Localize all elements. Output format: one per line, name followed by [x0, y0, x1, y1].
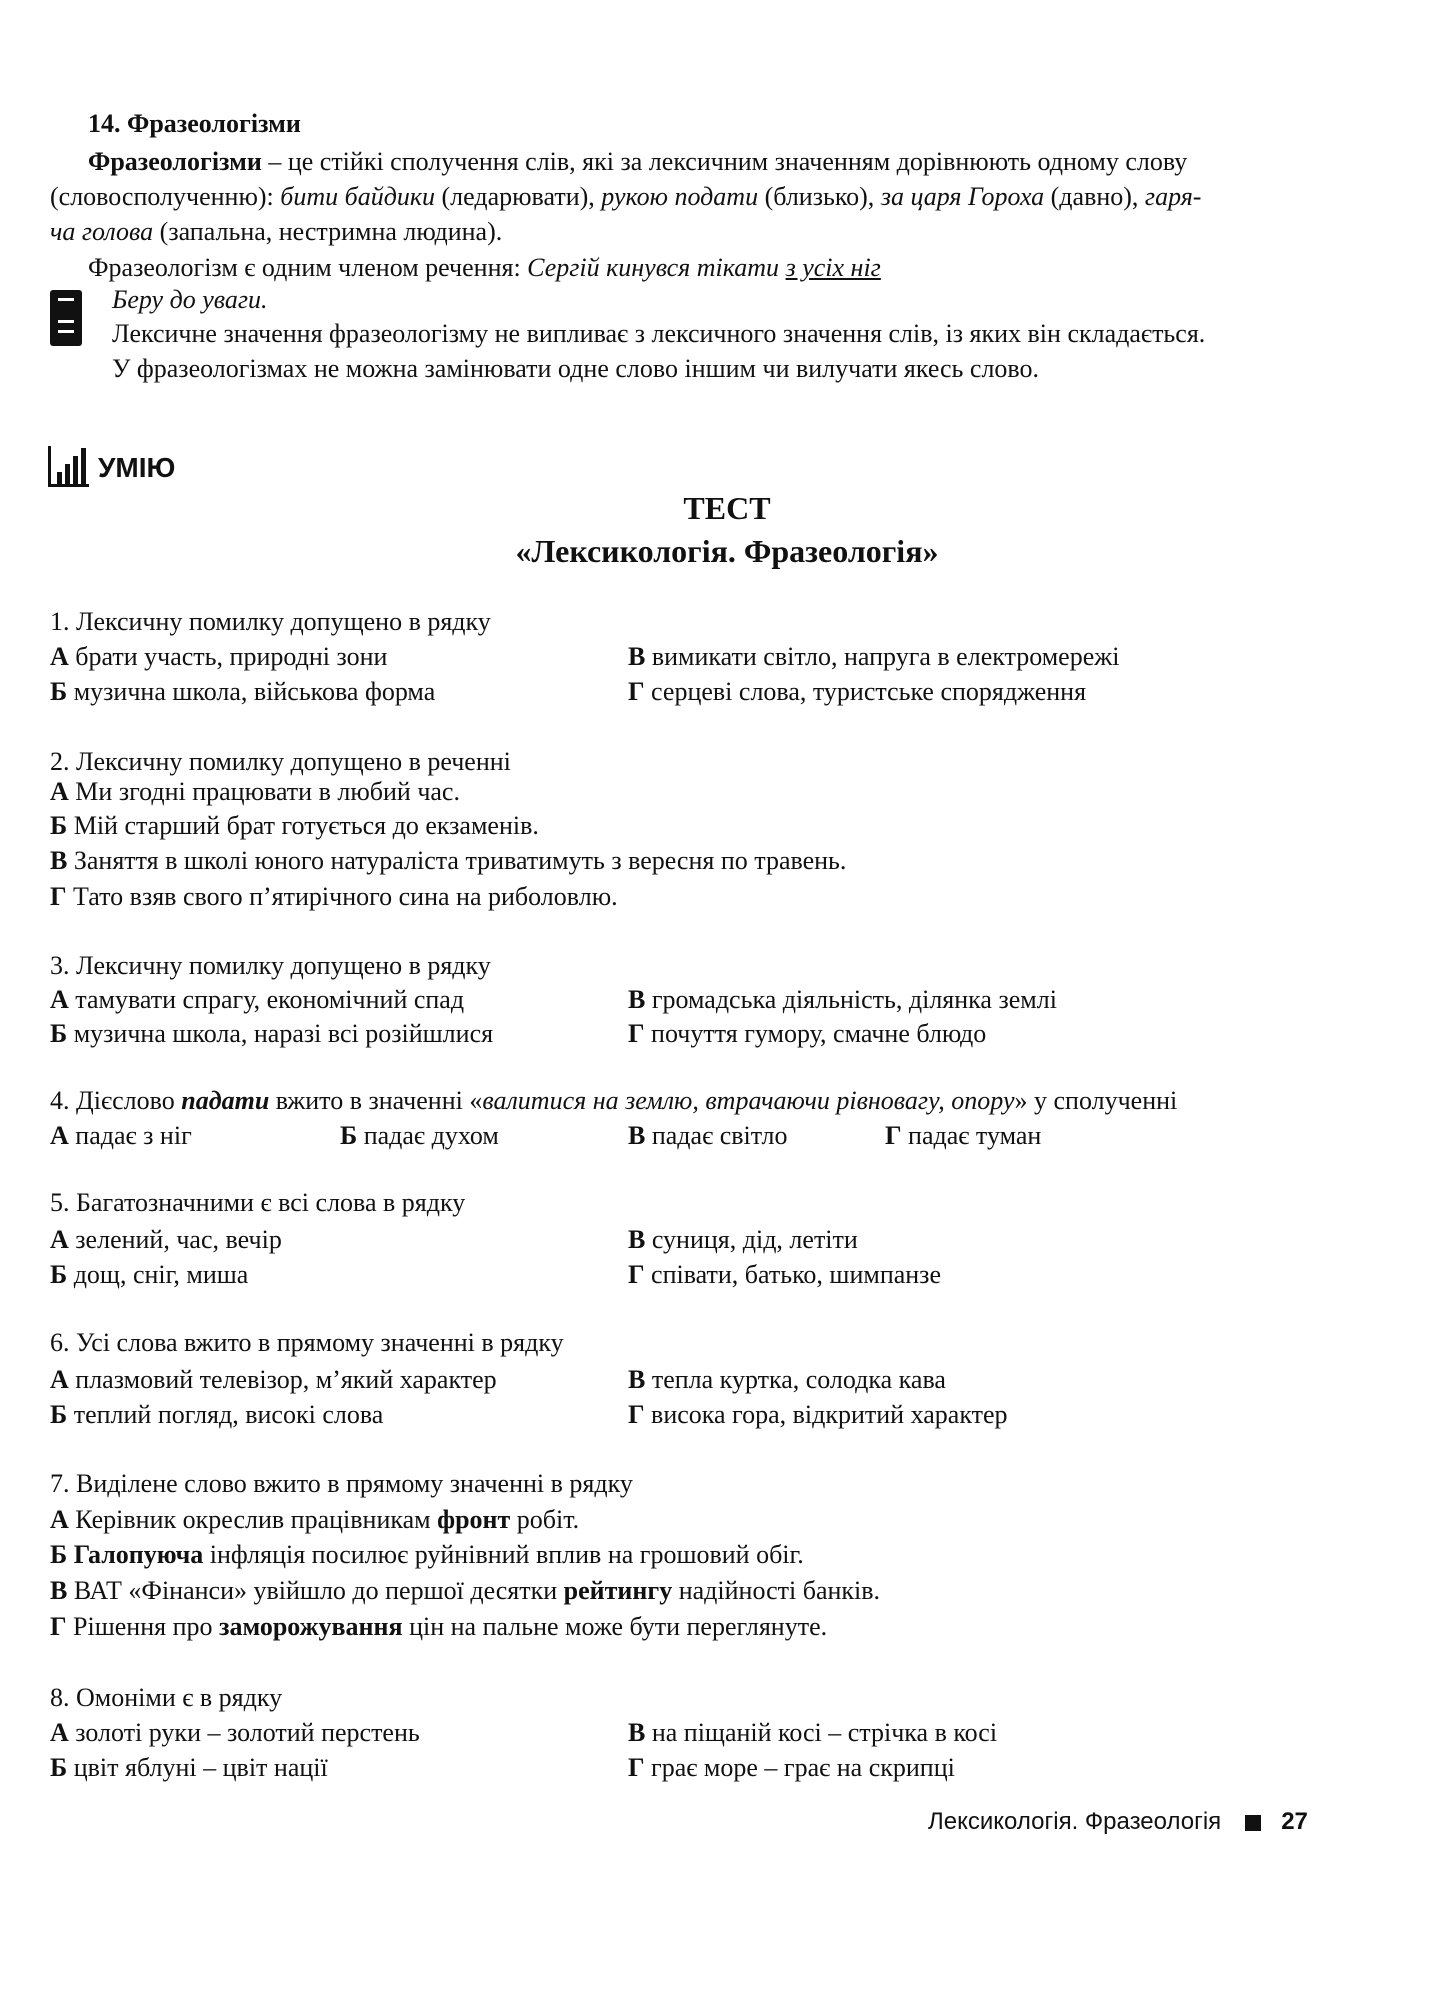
text: В	[628, 642, 646, 671]
text: В	[628, 985, 646, 1014]
text: почуття гумору, смачне блюдо	[651, 1019, 987, 1048]
option-g[interactable]	[50, 1611, 827, 1643]
square-bullet-icon	[1245, 1815, 1261, 1831]
example: Сергій кинувся тікати	[527, 253, 786, 282]
text: Г	[628, 1260, 645, 1289]
text: вимикати світло, напруга в електромережі	[651, 642, 1120, 671]
text: фронт	[437, 1505, 511, 1534]
running-title: Лексикологія. Фразеологія	[928, 1808, 1222, 1835]
test-title: ТЕСТ	[683, 490, 771, 526]
question-7: 7. Виділене слово вжито в прямому значенні в рядку	[50, 1469, 633, 1498]
text: падає світло	[651, 1121, 788, 1150]
text: Г	[628, 1019, 645, 1048]
text: (запальна, нестримна людина).	[153, 217, 503, 246]
text: Г	[628, 1753, 645, 1782]
text: падає туман	[908, 1121, 1042, 1150]
text: А	[50, 1718, 69, 1747]
page-number: 27	[1281, 1808, 1308, 1835]
text: Г	[50, 1612, 67, 1641]
text: цін на пальне може бути переглянуте.	[402, 1612, 828, 1641]
question-4	[50, 1085, 1177, 1117]
text: висока гора, відкритий характер	[651, 1400, 1008, 1429]
option-v[interactable]	[628, 1224, 858, 1256]
text: А	[50, 1505, 69, 1534]
option-a[interactable]	[50, 1120, 192, 1152]
text: музична школа, наразі всі розійшлися	[73, 1019, 494, 1048]
option-b[interactable]	[50, 1018, 493, 1050]
example-underlined: з усіх ніг	[785, 253, 881, 282]
option-g[interactable]	[628, 1259, 941, 1291]
text: 4. Дієслово	[50, 1086, 182, 1115]
text: Фразеологізм є одним членом речення:	[88, 253, 528, 282]
text: дощ, сніг, миша	[73, 1260, 249, 1289]
note-title: Беру до уваги.	[112, 285, 268, 314]
text: тамувати спрагу, економічний спад	[75, 985, 465, 1014]
text: падати	[181, 1086, 270, 1115]
text: Б	[50, 1019, 68, 1048]
definition-line	[50, 216, 502, 248]
option-g[interactable]	[628, 1399, 1008, 1431]
option-g[interactable]	[50, 881, 618, 913]
text: теплий погляд, високі слова	[73, 1400, 384, 1429]
text: А	[50, 642, 69, 671]
text: зелений, час, вечір	[75, 1225, 282, 1254]
text: золоті руки – золотий перстень	[75, 1718, 420, 1747]
text: падає духом	[363, 1121, 499, 1150]
option-a[interactable]	[50, 1717, 420, 1749]
text: (словосполученню):	[50, 182, 281, 211]
skill-heading: УМІЮ	[98, 452, 176, 483]
option-b[interactable]	[50, 676, 435, 708]
text: (ледарювати),	[435, 182, 602, 211]
term: Фразеологізми	[88, 147, 262, 176]
option-a[interactable]	[50, 641, 387, 673]
text: А	[50, 985, 69, 1014]
text: Б	[50, 1260, 68, 1289]
option-b[interactable]	[50, 1752, 328, 1784]
text: Тато взяв свого п’ятирічного сина на риболовлю.	[73, 882, 618, 911]
text: надійності банків.	[672, 1576, 881, 1605]
text: Рішення про	[73, 1612, 219, 1641]
question-5: 5. Багатозначними є всі слова в рядку	[50, 1188, 466, 1217]
text: Г	[628, 677, 645, 706]
option-a[interactable]	[50, 1224, 282, 1256]
text: Г	[628, 1400, 645, 1429]
example: за царя Гороха	[880, 182, 1045, 211]
text: Ми згодні працювати в любий час.	[75, 777, 460, 806]
question-2: 2. Лексичну помилку допущено в реченні	[50, 747, 511, 776]
text: (близько),	[758, 182, 881, 211]
text: валитися на землю, втрачаючи рівновагу, опору	[482, 1086, 1015, 1115]
note-icon	[50, 290, 82, 346]
text: А	[50, 1365, 69, 1394]
text: інфляція посилює руйнівний вплив на грошовий обіг.	[203, 1540, 804, 1569]
text: Б	[50, 1400, 68, 1429]
definition-text: – це стійкі сполучення слів, які за лексичним значенням дорівнюють одному слову	[261, 147, 1188, 176]
text: А	[50, 1225, 69, 1254]
definition-line	[50, 181, 1201, 213]
text: В	[628, 1718, 646, 1747]
question-6: 6. Усі слова вжито в прямому значенні в рядку	[50, 1328, 564, 1357]
text: В	[628, 1121, 646, 1150]
option-a[interactable]	[50, 776, 460, 808]
example: ча голова	[50, 217, 154, 246]
chart-icon	[48, 446, 89, 487]
text: » у сполученні	[1014, 1086, 1178, 1115]
text: вжито в значенні «	[269, 1086, 483, 1115]
option-b[interactable]	[340, 1120, 499, 1152]
page-footer	[928, 1806, 1308, 1838]
text: плазмовий телевізор, м’який характер	[75, 1365, 497, 1394]
text: Б	[50, 1540, 68, 1569]
text: Б	[50, 677, 68, 706]
text: Г	[885, 1121, 902, 1150]
text: В	[628, 1225, 646, 1254]
option-v[interactable]	[50, 845, 846, 877]
text: В	[628, 1365, 646, 1394]
question-1: 1. Лексичну помилку допущено в рядку	[50, 607, 491, 636]
option-v[interactable]	[628, 1120, 787, 1152]
text: цвіт яблуні – цвіт нації	[73, 1753, 328, 1782]
text: ВАТ «Фінанси» увійшло до першої десятки	[73, 1576, 564, 1605]
definition-line	[88, 146, 1187, 178]
text: А	[50, 777, 69, 806]
question-3: 3. Лексичну помилку допущено в рядку	[50, 951, 491, 980]
option-a[interactable]	[50, 1504, 579, 1536]
option-g[interactable]	[885, 1120, 1041, 1152]
option-g[interactable]	[628, 1018, 986, 1050]
text: суниця, дід, летіти	[651, 1225, 858, 1254]
option-v[interactable]	[628, 641, 1119, 673]
example: гаря-	[1144, 182, 1202, 211]
option-b[interactable]	[50, 1539, 804, 1571]
section-title: 14. Фразеологізми	[88, 109, 301, 138]
text: на піщаній косі – стрічка в косі	[651, 1718, 998, 1747]
text: Керівник окреслив працівникам	[75, 1505, 438, 1534]
text: робіт.	[510, 1505, 580, 1534]
text: Б	[50, 1753, 68, 1782]
text: заморожування	[219, 1612, 403, 1641]
text: Г	[50, 882, 67, 911]
option-b[interactable]	[50, 810, 539, 842]
example: рукою подати	[601, 182, 759, 211]
note-text: Лексичне значення фразеологізму не випливає з лексичного значення слів, із яких він складається.	[112, 319, 1206, 348]
test-subtitle: «Лексикологія. Фразеологія»	[515, 533, 939, 569]
option-v[interactable]	[628, 1364, 946, 1396]
text: брати участь, природні зони	[75, 642, 388, 671]
example: бити байдики	[280, 182, 436, 211]
text: Заняття в школі юного натураліста триватимуть з вересня по травень.	[73, 846, 847, 875]
text: Галопуюча	[73, 1540, 204, 1569]
option-v[interactable]	[50, 1575, 880, 1607]
option-a[interactable]	[50, 1364, 497, 1396]
option-b[interactable]	[50, 1399, 383, 1431]
option-g[interactable]	[628, 1752, 955, 1784]
text: співати, батько, шимпанзе	[651, 1260, 941, 1289]
text: (давно),	[1044, 182, 1145, 211]
text: А	[50, 1121, 69, 1150]
member-line	[88, 252, 881, 284]
text: тепла куртка, солодка кава	[651, 1365, 946, 1394]
text: серцеві слова, туристське спорядження	[651, 677, 1087, 706]
option-v[interactable]	[628, 984, 1057, 1016]
text: В	[50, 846, 68, 875]
note-text: У фразеологізмах не можна замінювати одне слово іншим чи вилучати якесь слово.	[112, 354, 1040, 383]
text: грає море – грає на скрипці	[651, 1753, 955, 1782]
text: Б	[50, 811, 68, 840]
text: музична школа, військова форма	[73, 677, 436, 706]
text: В	[50, 1576, 68, 1605]
option-g[interactable]	[628, 676, 1086, 708]
option-b[interactable]	[50, 1259, 248, 1291]
text: Мій старший брат готується до екзаменів.	[73, 811, 539, 840]
text: громадська діяльність, ділянка землі	[651, 985, 1057, 1014]
option-v[interactable]	[628, 1717, 997, 1749]
text: рейтингу	[563, 1576, 673, 1605]
option-a[interactable]	[50, 984, 464, 1016]
question-8: 8. Омоніми є в рядку	[50, 1683, 283, 1712]
text: Б	[340, 1121, 358, 1150]
text: падає з ніг	[75, 1121, 192, 1150]
